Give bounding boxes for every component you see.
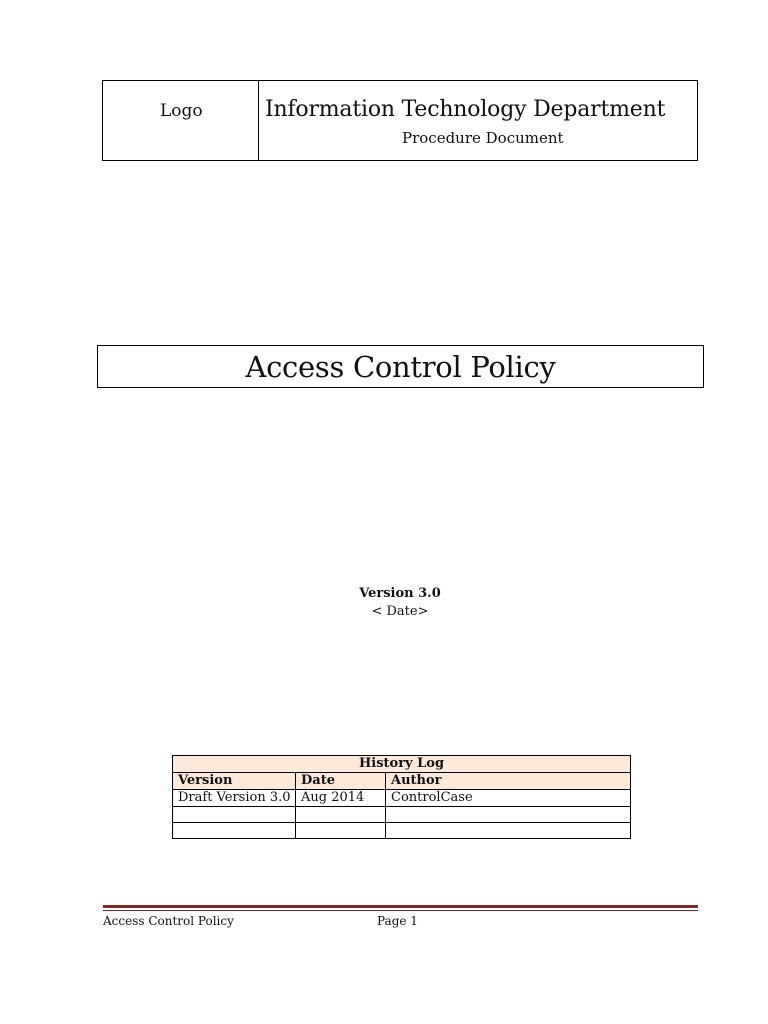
logo-cell bbox=[103, 81, 259, 160]
cell-version bbox=[173, 823, 296, 839]
version-block bbox=[0, 585, 768, 621]
footer-document-name: Access Control Policy bbox=[103, 914, 234, 928]
logo-placeholder: Logo bbox=[160, 101, 203, 121]
history-log-column-headers bbox=[173, 773, 631, 790]
column-header-version: Version bbox=[173, 773, 296, 790]
cell-author bbox=[386, 823, 631, 839]
column-header-author: Author bbox=[386, 773, 631, 790]
footer-divider bbox=[103, 905, 698, 908]
version-label: Version 3.0 bbox=[359, 586, 441, 601]
document-header bbox=[102, 80, 698, 161]
history-log-title: History Log bbox=[173, 756, 631, 773]
footer-divider-thin bbox=[103, 910, 698, 911]
header-text-cell bbox=[259, 81, 697, 160]
cell-version bbox=[173, 807, 296, 823]
document-title: Access Control Policy bbox=[245, 350, 556, 384]
history-log-table bbox=[172, 755, 631, 839]
history-log-title-row bbox=[173, 756, 631, 773]
document-type: Procedure Document bbox=[402, 129, 564, 147]
page-number: Page 1 bbox=[377, 914, 418, 928]
table-row bbox=[173, 790, 631, 807]
cell-date bbox=[296, 823, 386, 839]
department-name: Information Technology Department bbox=[265, 97, 666, 122]
cell-author: ControlCase bbox=[386, 790, 631, 807]
date-placeholder: < Date> bbox=[371, 604, 429, 619]
table-row bbox=[173, 807, 631, 823]
cell-date: Aug 2014 bbox=[296, 790, 386, 807]
column-header-date: Date bbox=[296, 773, 386, 790]
cell-version: Draft Version 3.0 bbox=[173, 790, 296, 807]
cell-date bbox=[296, 807, 386, 823]
cell-author bbox=[386, 807, 631, 823]
document-title-box bbox=[97, 345, 704, 388]
table-row bbox=[173, 823, 631, 839]
